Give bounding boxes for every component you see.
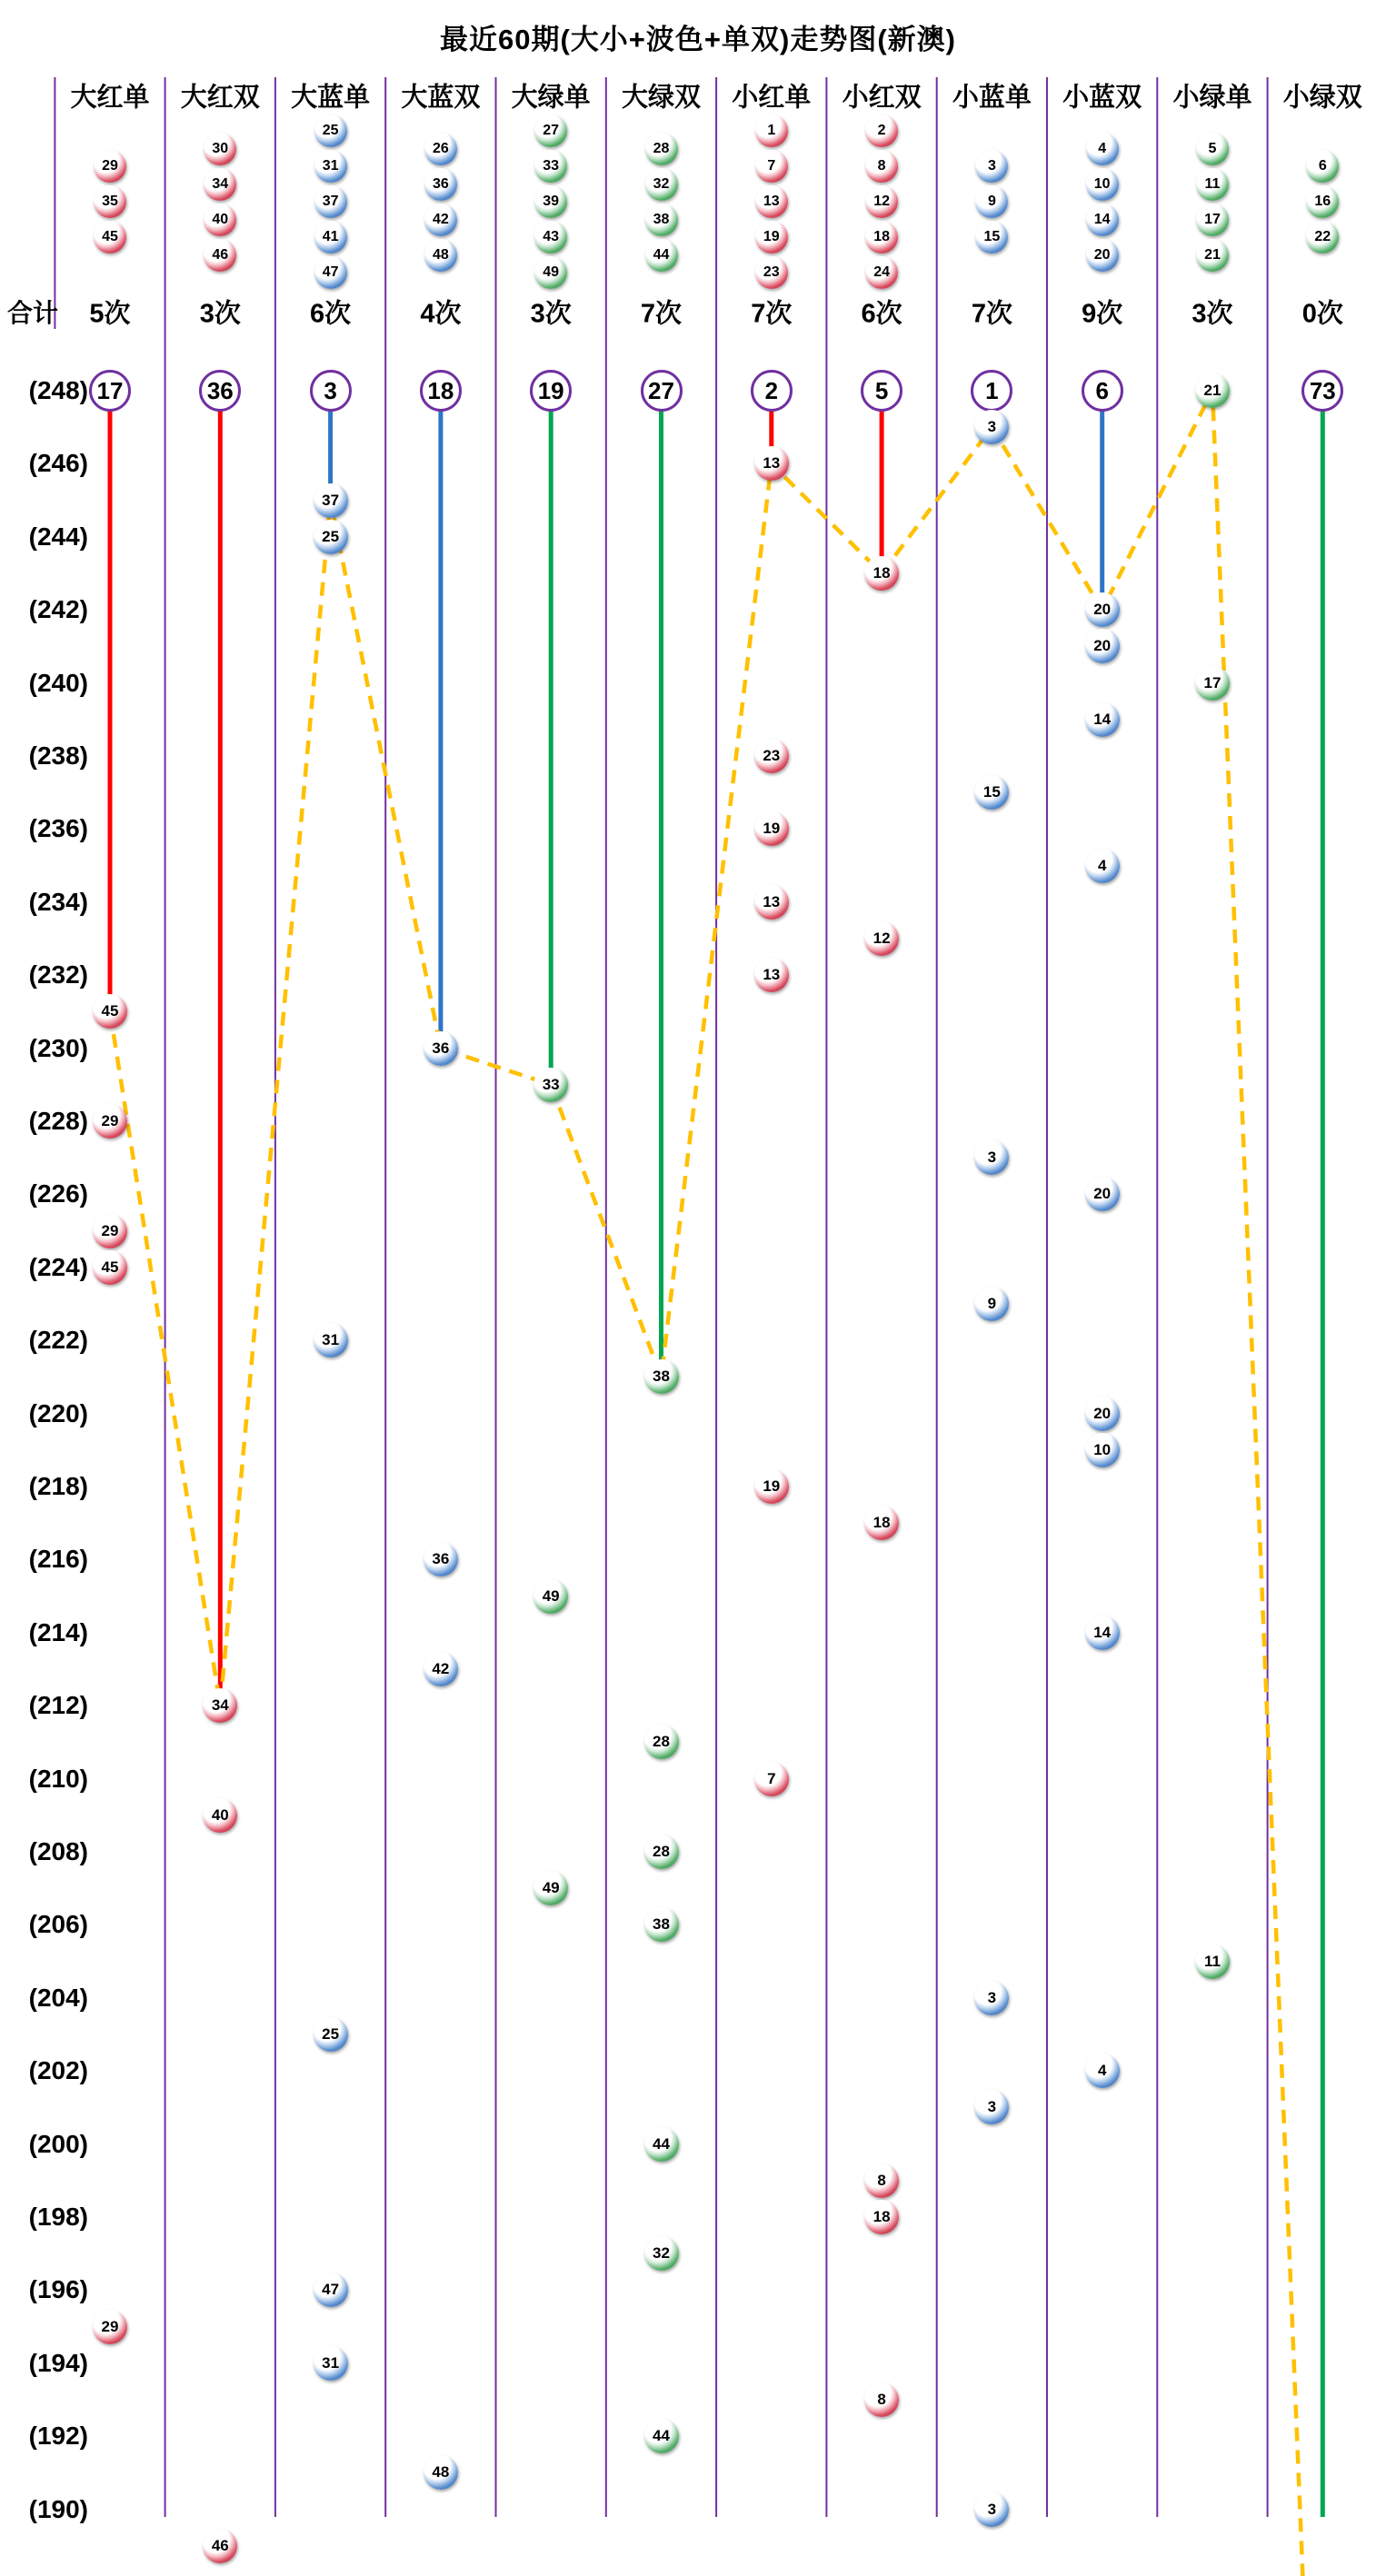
legend-ball-3: 3 (975, 150, 1008, 183)
miss-count-circle-大绿双: 27 (641, 370, 683, 412)
total-count-小蓝双: 9次 (1082, 299, 1123, 329)
column-header-大绿双: 大绿双 (621, 83, 702, 113)
row-label-(192): (192) (28, 2422, 88, 2451)
chart-ball-31-p222: 31 (314, 1323, 348, 1358)
chart-ball-7-p210: 7 (754, 1762, 789, 1796)
miss-count-circle-大绿单: 19 (530, 370, 572, 412)
chart-ball-34-p212: 34 (203, 1688, 237, 1723)
row-label-(216): (216) (28, 1545, 88, 1574)
legend-ball-24: 24 (865, 256, 898, 289)
legend-ball-17: 17 (1196, 204, 1229, 236)
row-label-(238): (238) (28, 741, 88, 770)
chart-ball-3-p204: 3 (974, 1981, 1009, 2015)
chart-ball-12-p233: 12 (864, 921, 899, 956)
chart-ball-31-p194: 31 (314, 2346, 348, 2381)
chart-ball-47-p196: 47 (314, 2273, 348, 2307)
chart-ball-18-p217: 18 (864, 1506, 899, 1540)
miss-count-circle-大蓝单: 3 (310, 370, 352, 412)
legend-ball-27: 27 (534, 114, 567, 147)
chart-ball-21-p248: 21 (1195, 373, 1230, 408)
row-label-(224): (224) (28, 1252, 88, 1281)
column-header-大蓝单: 大蓝单 (291, 83, 371, 113)
column-header-小蓝双: 小蓝双 (1062, 83, 1142, 113)
legend-ball-41: 41 (314, 221, 347, 254)
legend-ball-40: 40 (204, 204, 236, 236)
chart-ball-45-p224: 45 (93, 1250, 127, 1285)
chart-ball-48-p191: 48 (424, 2455, 458, 2490)
total-count-大绿单: 3次 (530, 299, 572, 329)
legend-ball-13: 13 (755, 185, 788, 218)
legend-ball-25: 25 (314, 114, 347, 147)
legend-ball-7: 7 (755, 150, 788, 183)
legend-ball-38: 38 (645, 204, 678, 236)
legend-ball-44: 44 (645, 239, 678, 272)
row-label-(240): (240) (28, 668, 88, 697)
row-label-(212): (212) (28, 1691, 88, 1720)
row-label-(222): (222) (28, 1326, 88, 1355)
chart-ball-29-p195: 29 (93, 2310, 127, 2344)
legend-ball-42: 42 (424, 204, 457, 236)
legend-ball-47: 47 (314, 256, 347, 289)
chart-ball-3-p201: 3 (974, 2090, 1009, 2124)
chart-ball-3-p190: 3 (974, 2492, 1009, 2527)
legend-ball-14: 14 (1086, 204, 1119, 236)
row-label-(232): (232) (28, 960, 88, 990)
chart-ball-49-p207: 49 (533, 1871, 568, 1905)
legend-ball-15: 15 (975, 221, 1008, 254)
legend-ball-26: 26 (424, 133, 457, 165)
legend-ball-49: 49 (534, 256, 567, 289)
row-label-(236): (236) (28, 814, 88, 843)
chart-ball-46-p189: 46 (203, 2529, 237, 2563)
miss-count-circle-大红双: 36 (199, 370, 241, 412)
chart-ball-3-p247: 3 (974, 410, 1009, 444)
chart-ball-38-p221: 38 (644, 1359, 679, 1394)
legend-ball-23: 23 (755, 256, 788, 289)
row-label-(246): (246) (28, 449, 88, 478)
row-label-(230): (230) (28, 1033, 88, 1062)
chart-ball-19-p218: 19 (754, 1469, 789, 1504)
chart-ball-19-p236: 19 (754, 811, 789, 846)
miss-count-circle-小红单: 2 (751, 370, 793, 412)
row-label-(214): (214) (28, 1617, 88, 1646)
chart-ball-29-p228: 29 (93, 1104, 127, 1139)
column-header-大绿单: 大绿单 (511, 83, 591, 113)
chart-ball-13-p232: 13 (754, 958, 789, 992)
chart-ball-8-p193: 8 (864, 2382, 899, 2417)
column-header-小绿双: 小绿双 (1282, 83, 1362, 113)
legend-ball-5: 5 (1196, 133, 1229, 165)
chart-ball-14-p214: 14 (1085, 1616, 1120, 1650)
legend-ball-20: 20 (1086, 239, 1119, 272)
chart-ball-20-p241: 20 (1085, 629, 1120, 663)
legend-ball-4: 4 (1086, 133, 1119, 165)
legend-ball-34: 34 (204, 168, 236, 201)
legend-ball-10: 10 (1086, 168, 1119, 201)
legend-ball-18: 18 (865, 221, 898, 254)
chart-ball-32-p197: 32 (644, 2236, 679, 2271)
legend-ball-9: 9 (975, 185, 1008, 218)
total-count-小绿双: 0次 (1301, 299, 1343, 329)
legend-ball-33: 33 (534, 150, 567, 183)
chart-ball-28-p208: 28 (644, 1835, 679, 1869)
total-count-小绿单: 3次 (1192, 299, 1233, 329)
chart-ball-36-p216: 36 (424, 1542, 458, 1576)
chart-ball-14-p239: 14 (1085, 702, 1120, 737)
chart-ball-45-p231: 45 (93, 994, 127, 1029)
row-label-(198): (198) (28, 2203, 88, 2231)
miss-count-circle-大蓝双: 18 (420, 370, 462, 412)
chart-ball-38-p206: 38 (644, 1907, 679, 1942)
legend-ball-31: 31 (314, 150, 347, 183)
legend-ball-32: 32 (645, 168, 678, 201)
chart-ball-20-p242: 20 (1085, 592, 1120, 627)
legend-ball-16: 16 (1306, 185, 1339, 218)
row-label-(200): (200) (28, 2129, 88, 2158)
row-label-(194): (194) (28, 2348, 88, 2377)
column-header-小蓝单: 小蓝单 (952, 83, 1032, 113)
legend-ball-39: 39 (534, 185, 567, 218)
row-label-(208): (208) (28, 1837, 88, 1865)
chart-ball-44-p192: 44 (644, 2419, 679, 2453)
row-label-(234): (234) (28, 887, 88, 916)
total-count-大蓝单: 6次 (310, 299, 352, 329)
row-label-(196): (196) (28, 2275, 88, 2304)
chart-ball-15-p237: 15 (974, 775, 1009, 810)
chart-ball-20-p226: 20 (1085, 1177, 1120, 1211)
row-label-(204): (204) (28, 1983, 88, 2012)
legend-ball-22: 22 (1306, 221, 1339, 254)
miss-count-circle-小蓝双: 6 (1082, 370, 1123, 412)
chart-ball-8-p199: 8 (864, 2163, 899, 2198)
page-title: 最近60期(大小+波色+单双)走势图(新澳) (440, 24, 956, 55)
chart-ball-4-p235: 4 (1085, 849, 1120, 883)
chart-ball-9-p223: 9 (974, 1287, 1009, 1321)
chart-ball-29-p225: 29 (93, 1214, 127, 1248)
legend-ball-29: 29 (94, 150, 126, 183)
legend-ball-36: 36 (424, 168, 457, 201)
chart-ball-3-p227: 3 (974, 1140, 1009, 1175)
row-label-(242): (242) (28, 595, 88, 624)
row-label-(226): (226) (28, 1179, 88, 1208)
chart-ball-25-p203: 25 (314, 2017, 348, 2052)
legend-ball-19: 19 (755, 221, 788, 254)
row-label-(202): (202) (28, 2056, 88, 2085)
total-count-大红单: 5次 (89, 299, 131, 329)
column-header-大红双: 大红双 (180, 83, 260, 113)
legend-ball-37: 37 (314, 185, 347, 218)
miss-count-circle-小红双: 5 (861, 370, 902, 412)
legend-ball-35: 35 (94, 185, 126, 218)
row-label-(218): (218) (28, 1472, 88, 1500)
chart-ball-11-p205: 11 (1195, 1944, 1230, 1979)
chart-ball-17-p240: 17 (1195, 666, 1230, 701)
column-header-大红单: 大红单 (70, 83, 150, 113)
legend-ball-2: 2 (865, 114, 898, 147)
row-label-(210): (210) (28, 1764, 88, 1793)
legend-ball-28: 28 (645, 133, 678, 165)
column-header-小红单: 小红单 (732, 83, 812, 113)
chart-ball-13-p234: 13 (754, 885, 789, 920)
row-label-(248): (248) (28, 376, 88, 404)
legend-ball-12: 12 (865, 185, 898, 218)
chart-ball-33-p229: 33 (533, 1068, 568, 1102)
row-label-(206): (206) (28, 1910, 88, 1939)
chart-ball-23-p238: 23 (754, 739, 789, 773)
row-label-(190): (190) (28, 2494, 88, 2523)
total-count-小蓝单: 7次 (971, 299, 1012, 329)
total-count-大蓝双: 4次 (420, 299, 462, 329)
chart-ball-42-p213: 42 (424, 1652, 458, 1686)
column-header-小绿单: 小绿单 (1172, 83, 1252, 113)
legend-ball-6: 6 (1306, 150, 1339, 183)
chart-ball-18-p198: 18 (864, 2200, 899, 2234)
legend-ball-8: 8 (865, 150, 898, 183)
chart-ball-40-p209: 40 (203, 1798, 237, 1833)
legend-ball-46: 46 (204, 239, 236, 272)
row-label-(220): (220) (28, 1398, 88, 1427)
total-count-大绿双: 7次 (640, 299, 683, 329)
column-header-大蓝双: 大蓝双 (401, 83, 481, 113)
legend-ball-48: 48 (424, 239, 457, 272)
chart-ball-44-p200: 44 (644, 2127, 679, 2162)
chart-ball-13-p246: 13 (754, 446, 789, 481)
legend-ball-11: 11 (1196, 168, 1229, 201)
chart-ball-37-p245: 37 (314, 483, 348, 518)
chart-ball-49-p215: 49 (533, 1579, 568, 1614)
totals-row-label: 合计 (7, 299, 59, 327)
miss-count-circle-大红单: 17 (89, 370, 131, 412)
chart-ball-28-p211: 28 (644, 1725, 679, 1759)
chart-ball-36-p230: 36 (424, 1031, 458, 1066)
total-count-大红双: 3次 (199, 299, 241, 329)
row-label-(228): (228) (28, 1107, 88, 1135)
legend-ball-30: 30 (204, 133, 236, 165)
total-count-小红单: 7次 (751, 299, 793, 329)
legend-ball-43: 43 (534, 221, 567, 254)
legend-ball-21: 21 (1196, 239, 1229, 272)
chart-ball-25-p244: 25 (314, 520, 348, 554)
chart-ball-4-p202: 4 (1085, 2054, 1120, 2088)
legend-ball-45: 45 (94, 221, 126, 254)
row-label-(244): (244) (28, 522, 88, 551)
chart-ball-10-p219: 10 (1085, 1433, 1120, 1467)
legend-ball-1: 1 (755, 114, 788, 147)
chart-ball-20-p220: 20 (1085, 1397, 1120, 1431)
column-header-小红双: 小红双 (842, 83, 922, 113)
chart-ball-18-p243: 18 (864, 556, 899, 591)
total-count-小红双: 6次 (861, 299, 902, 329)
miss-count-circle-小绿双: 73 (1301, 370, 1343, 412)
miss-count-circle-小蓝单: 1 (971, 370, 1012, 412)
